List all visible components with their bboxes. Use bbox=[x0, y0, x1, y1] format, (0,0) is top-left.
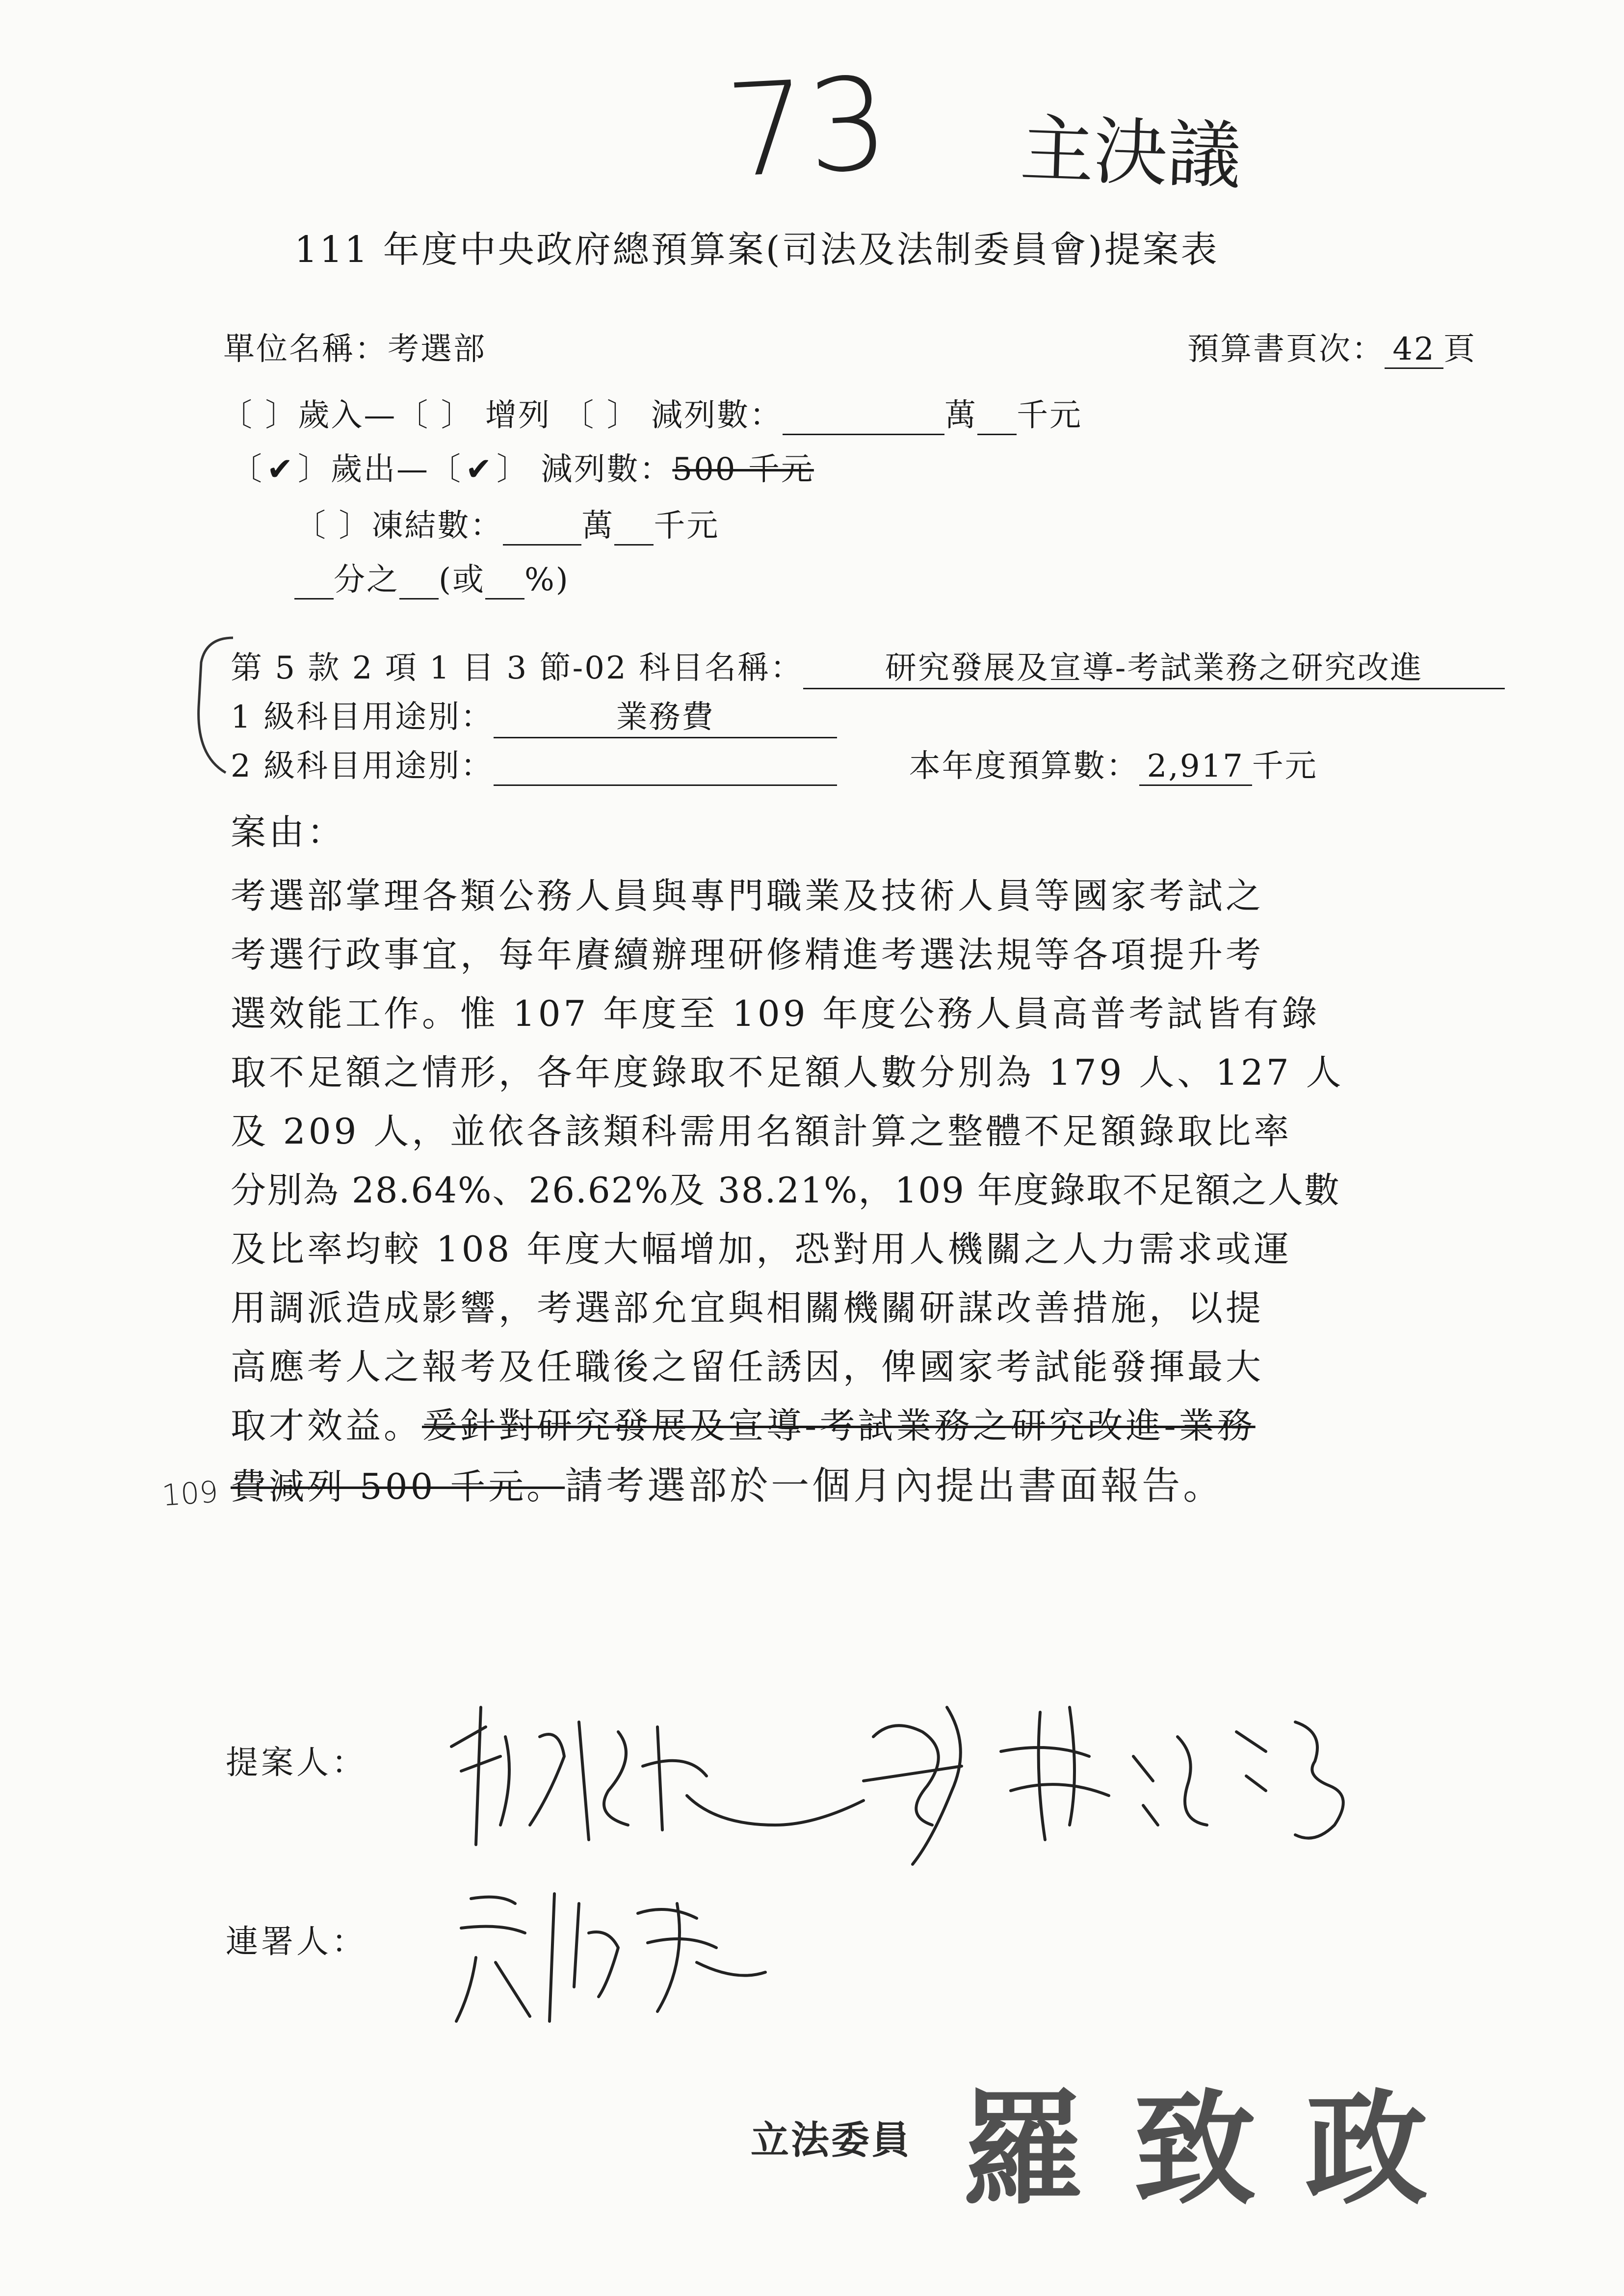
stamp-name: 羅致政 bbox=[962, 2077, 1477, 2221]
margin-note: 109 bbox=[160, 1475, 219, 1513]
cosigner-label: 連署人： bbox=[226, 1923, 367, 1960]
subject-code-label: 第 5 款 2 項 1 目 3 節-02 科目名稱： bbox=[231, 650, 804, 686]
handwritten-number: 73 bbox=[722, 50, 892, 207]
unit-value: 考選部 bbox=[388, 331, 486, 367]
handwritten-note: 主決議 bbox=[1019, 106, 1243, 200]
subject-name: 研究發展及宣導-考試業務之研究改進 bbox=[803, 643, 1505, 689]
case-line: 及 209 人，並依各該類科需用名額計算之整體不足額錄取比率 bbox=[231, 1111, 1292, 1152]
level1-value: 業務費 bbox=[494, 692, 837, 738]
budget-page-label: 預算書頁次： bbox=[1187, 331, 1385, 367]
budget-unit: 千元 bbox=[1252, 748, 1318, 784]
freeze-row bbox=[294, 500, 719, 546]
revenue-add-option: 〔 〕 增列 bbox=[396, 397, 551, 434]
fraction-denominator-blank bbox=[294, 571, 334, 600]
fraction-row bbox=[294, 554, 570, 600]
case-heading: 案由： bbox=[231, 811, 346, 853]
case-line: 選效能工作。惟 107 年度至 109 年度公務人員高普考試皆有錄 bbox=[231, 993, 1320, 1034]
case-line: 及比率均較 108 年度大幅增加，恐對用人機關之人力需求或運 bbox=[231, 1228, 1292, 1270]
expense-box-open: 〔 bbox=[231, 451, 263, 488]
freeze-unit-thousand: 千元 bbox=[654, 508, 720, 544]
budget-value: 2,917 bbox=[1139, 748, 1252, 786]
revenue-amount-blank bbox=[783, 406, 944, 435]
revenue-checkbox: 〔 〕 bbox=[221, 397, 298, 434]
freeze-label: 凍結數： bbox=[371, 508, 503, 544]
level2-blank bbox=[494, 757, 837, 786]
case-line: 考選行政事宜，每年賡續辦理研修精進考選法規等各項提升考 bbox=[231, 934, 1264, 975]
check-icon: ✔ bbox=[266, 451, 295, 488]
expense-reduce-box-close: 〕 bbox=[497, 451, 529, 488]
fraction-open: (或 bbox=[439, 562, 485, 598]
proposer-signatures bbox=[432, 1678, 1393, 1884]
expense-reduce-amount: 500 千元 bbox=[672, 451, 814, 488]
case-line: 用調派造成影響，考選部允宜與相關機關研謀改善措施，以提 bbox=[231, 1287, 1264, 1329]
fraction-numerator-blank bbox=[399, 571, 439, 600]
check-icon: ✔ bbox=[465, 451, 494, 488]
budget-page-suffix: 頁 bbox=[1443, 331, 1476, 367]
case-line: 分別為 28.64%、26.62%及 38.21%，109 年度錄取不足額之人數 bbox=[231, 1170, 1340, 1211]
budget-page-value: 42 bbox=[1385, 331, 1443, 369]
handwritten-amendment: 請考選部於一個月內提出書面報告。 bbox=[565, 1464, 1225, 1508]
stamp-title: 立法委員 bbox=[751, 2118, 912, 2163]
cosigner-signature bbox=[442, 1874, 795, 2031]
revenue-unit-thousand: 千元 bbox=[1017, 397, 1083, 434]
expense-label: 歲出— bbox=[331, 451, 429, 488]
struck-text: 費減列 500 千元。 bbox=[231, 1466, 565, 1507]
fraction-mid: 分之 bbox=[334, 562, 399, 598]
revenue-label: 歲入— bbox=[298, 397, 397, 434]
case-line-plain: 取才效益。 bbox=[231, 1405, 422, 1446]
case-line-11 bbox=[231, 1464, 1225, 1508]
fraction-percent-blank bbox=[485, 571, 524, 600]
freeze-checkbox: 〔 〕 bbox=[294, 508, 372, 544]
case-line: 考選部掌理各類公務人員與專門職業及技術人員等國家考試之 bbox=[231, 875, 1264, 916]
revenue-thousand-blank bbox=[977, 406, 1017, 435]
case-line: 取不足額之情形，各年度錄取不足額人數分別為 179 人、127 人 bbox=[231, 1052, 1344, 1093]
expense-box-close: 〕 bbox=[298, 451, 331, 488]
fraction-close: %) bbox=[524, 562, 570, 598]
revenue-unit-wan: 萬 bbox=[944, 397, 978, 434]
case-line-10 bbox=[231, 1405, 1256, 1446]
struck-text: 爰針對研究發展及宣導-考試業務之研究改進-業務 bbox=[422, 1405, 1256, 1446]
form-title: 111 年度中央政府總預算案(司法及法制委員會)提案表 bbox=[294, 229, 1219, 271]
revenue-row bbox=[221, 390, 1082, 435]
unit-row bbox=[223, 324, 486, 369]
level2-row bbox=[231, 741, 1318, 786]
unit-label: 單位名稱： bbox=[223, 331, 388, 367]
level1-label: 1 級科目用途別： bbox=[231, 699, 494, 735]
level2-label: 2 級科目用途別： bbox=[231, 748, 494, 784]
budget-page-row bbox=[1187, 324, 1476, 369]
expense-reduce-label: 減列數： bbox=[541, 451, 673, 488]
level1-row bbox=[231, 692, 837, 738]
proposer-label: 提案人： bbox=[226, 1744, 367, 1781]
subject-row bbox=[231, 643, 1505, 689]
freeze-unit-wan: 萬 bbox=[581, 508, 615, 544]
freeze-amount-blank bbox=[503, 517, 581, 546]
revenue-reduce-option: 〔 〕 減列數： bbox=[562, 397, 783, 434]
expense-row bbox=[231, 444, 814, 489]
budget-label: 本年度預算數： bbox=[909, 748, 1139, 784]
case-line: 高應考人之報考及任職後之留任誘因，俾國家考試能發揮最大 bbox=[231, 1346, 1264, 1387]
freeze-thousand-blank bbox=[614, 517, 654, 546]
expense-reduce-box-open: 〔 bbox=[429, 451, 462, 488]
